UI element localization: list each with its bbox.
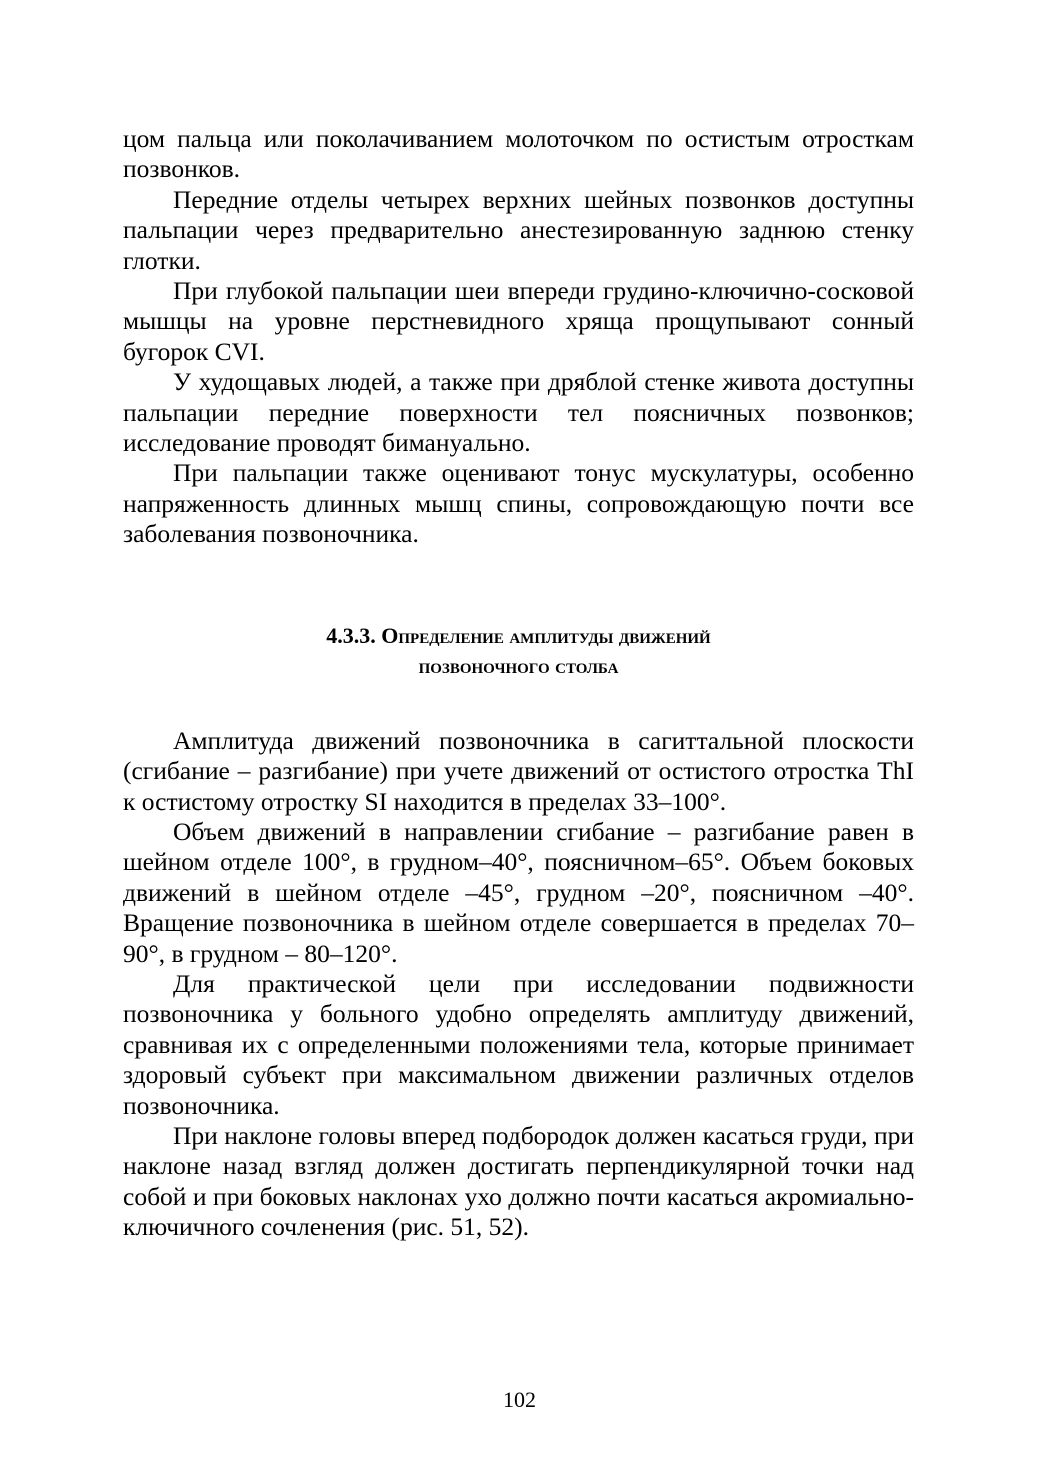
paragraph-lumbar-palpation: У худощавых людей, а также при дряблой стенке живота доступны пальпации передние поверхности тел поясничных позвонков; исследование проводят бимануально.	[123, 367, 914, 458]
paragraph-movement-volume: Объем движений в направлении сгибание – разгибание равен в шейном отделе 100°, в грудном–40°, поясничном–65°. Объем боковых движений в шейном отделе –45°, грудном –20°, поясничном –40°. Вращение позвоночника в шейном отделе совершается в пределах 70–90°, в грудном – 80–120°.	[123, 816, 914, 968]
paragraph-head-tilt: При наклоне головы вперед подбородок должен касаться груди, при наклоне назад взгляд должен достигать перпендикулярной точки над собой и при боковых наклонах ухо должно почти касаться акромиально-ключичного сочленения (рис. 51, 52).	[123, 1120, 914, 1242]
paragraph-anterior-cervical: Передние отделы четырех верхних шейных позвонков доступны пальпации через предварительно анестезированную заднюю стенку глотки.	[123, 184, 914, 275]
page-body	[123, 124, 914, 1243]
paragraph-muscle-tone: При пальпации также оценивают тонус мускулатуры, особенно напряженность длинных мышц спины, сопровождающую почти все заболевания позвоночника.	[123, 458, 914, 549]
paragraph-sagittal-amplitude: Амплитуда движений позвоночника в сагиттальной плоскости (сгибание – разгибание) при учете движений от остистого отростка ThI к остистому отростку SI находится в пределах 33–100°.	[123, 725, 914, 816]
section-heading-line-2: позвоночного столба	[418, 652, 619, 678]
page-number: 102	[503, 1387, 536, 1412]
paragraph-palpation-continuation: цом пальца или поколачиванием молоточком по остистым отросткам позвонков.	[123, 124, 914, 184]
paragraph-deep-palpation: При глубокой пальпации шеи впереди грудино-ключично-сосковой мышцы на уровне перстневидного хряща прощупывают сонный бугорок CVI.	[123, 276, 914, 366]
section-heading-line-1: 4.3.3. Определение амплитуды движений	[326, 622, 711, 648]
paragraph-practical-assessment: Для практической цели при исследовании подвижности позвоночника у больного удобно определять амплитуду движений, сравнивая их с определенными положениями тела, которые принимает здоровый субъект при максимальном движении различных отделов позвоночника.	[123, 968, 914, 1120]
section-heading-block	[123, 621, 914, 681]
